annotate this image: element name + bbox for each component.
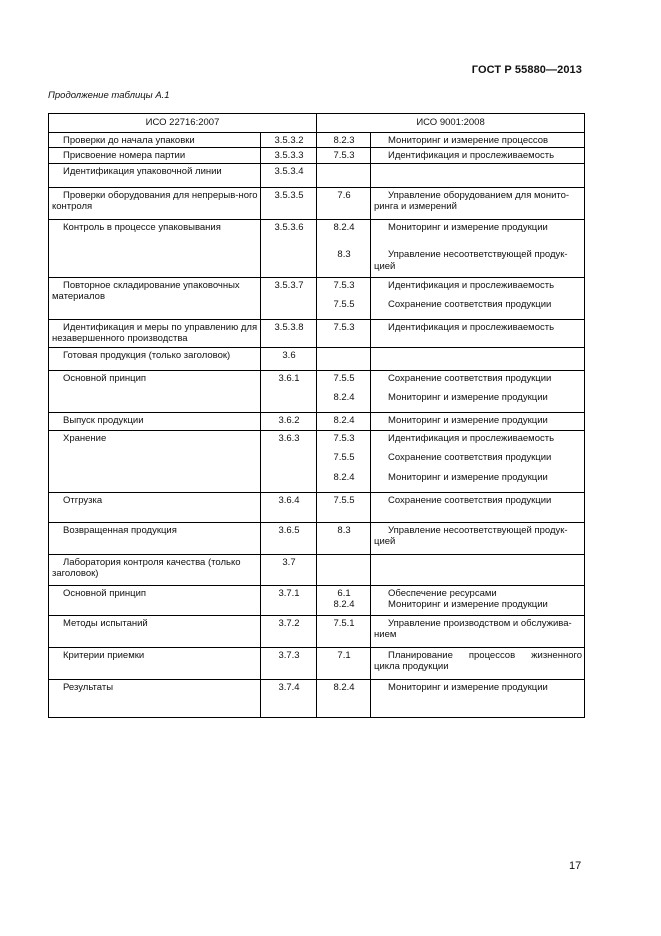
- cell-iso9001-desc: [371, 412, 585, 430]
- cell-iso22716-ref: 3.6.3: [261, 430, 317, 492]
- iso9001-ref: 8.3: [337, 249, 351, 260]
- cell-clause-name: [49, 492, 261, 522]
- cell-iso22716-ref: 3.5.3.4: [261, 163, 317, 187]
- iso9001-ref: 7.5.3: [333, 150, 355, 161]
- cell-iso22716-ref: 3.5.3.3: [261, 148, 317, 164]
- iso9001-ref: 8.2.4: [333, 221, 355, 233]
- cell-iso22716-ref: 3.7.3: [261, 647, 317, 679]
- iso9001-ref: 7.5.5: [333, 372, 355, 384]
- cell-iso22716-ref: 3.5.3.5: [261, 187, 317, 219]
- clause-name-text: Основной принцип: [63, 372, 147, 384]
- cell-iso9001-ref: [317, 347, 371, 370]
- cell-clause-name: [49, 187, 261, 219]
- clause-name-text: Выпуск продукции: [63, 414, 144, 426]
- iso9001-ref: 7.5.3: [333, 279, 355, 291]
- cell-iso9001-ref: [317, 679, 371, 717]
- cell-iso9001-ref: [317, 492, 371, 522]
- cell-iso9001-desc: [371, 277, 585, 319]
- cell-clause-name: [49, 522, 261, 554]
- page-number: 17: [569, 860, 582, 872]
- table-row: [49, 412, 585, 430]
- cell-iso9001-desc: [371, 163, 585, 187]
- cell-iso9001-desc: [371, 219, 585, 277]
- table-row: [49, 585, 585, 615]
- cell-iso22716-ref: 3.7.4: [261, 679, 317, 717]
- cell-iso9001-desc: [371, 585, 585, 615]
- cell-iso22716-ref: 3.6.1: [261, 370, 317, 412]
- iso9001-ref: 7.5.1: [333, 617, 355, 629]
- cell-iso22716-ref: 3.7.2: [261, 615, 317, 647]
- cell-iso9001-ref: [317, 522, 371, 554]
- cell-iso9001-desc: [371, 187, 585, 219]
- table-row: [49, 219, 585, 277]
- clause-name-text: Лаборатория контроля качества (только заголовок): [52, 556, 241, 579]
- iso9001-description: Мониторинг и измерение продукции: [388, 414, 548, 426]
- cell-iso22716-ref: 3.5.3.2: [261, 132, 317, 148]
- iso9001-description: Управление производством и обслужива-нием: [374, 617, 572, 640]
- iso9001-description: Идентификация и прослеживаемость: [388, 279, 555, 291]
- iso9001-description: Идентификация и прослеживаемость: [388, 432, 555, 444]
- iso9001-description: Сохранение соответствия продукции: [388, 452, 552, 463]
- table-row: [49, 554, 585, 585]
- iso9001-description: Планирование процессов жизненного цикла продукции: [374, 649, 583, 672]
- iso9001-description: Сохранение соответствия продукции: [388, 494, 552, 506]
- table-row: [49, 347, 585, 370]
- clause-name-text: Критерии приемки: [63, 649, 145, 661]
- header-iso9001: ИСО 9001:2008: [317, 114, 585, 133]
- iso9001-description: Управление несоответствующей продук-цией: [374, 524, 568, 547]
- table-row: [49, 430, 585, 492]
- table-row: [49, 492, 585, 522]
- table-row: [49, 277, 585, 319]
- document-header: ГОСТ Р 55880—2013: [471, 64, 582, 76]
- iso9001-ref: 7.5.3: [333, 321, 355, 333]
- cell-iso9001-ref: [317, 277, 371, 319]
- cell-iso22716-ref: 3.7.1: [261, 585, 317, 615]
- table-row: [49, 148, 585, 164]
- iso9001-ref: 8.2.4: [333, 414, 355, 426]
- iso9001-ref: 8.2.4: [333, 599, 355, 610]
- clause-name-text: Идентификация упаковочной линии: [63, 165, 222, 177]
- cell-iso9001-ref: [317, 554, 371, 585]
- table-row: [49, 163, 585, 187]
- iso9001-ref: 8.2.4: [333, 392, 355, 403]
- iso9001-ref: 7.5.5: [333, 494, 355, 506]
- clause-name-text: Готовая продукция (только заголовок): [63, 349, 231, 361]
- cell-iso9001-ref: [317, 187, 371, 219]
- cell-iso22716-ref: 3.5.3.7: [261, 277, 317, 319]
- clause-name-text: Основной принцип: [63, 587, 147, 599]
- table-row: [49, 679, 585, 717]
- cell-iso9001-desc: [371, 319, 585, 347]
- iso9001-description: Сохранение соответствия продукции: [388, 372, 552, 384]
- clause-name-text: Присвоение номера партии: [63, 150, 186, 161]
- clause-name-text: Проверки оборудования для непрерыв-ного контроля: [52, 189, 258, 212]
- clause-name-text: Хранение: [63, 432, 107, 444]
- cell-iso9001-ref: [317, 163, 371, 187]
- clause-name-text: Отгрузка: [63, 494, 103, 506]
- cell-iso9001-desc: [371, 430, 585, 492]
- cell-clause-name: [49, 319, 261, 347]
- iso9001-ref: 8.2.4: [333, 471, 355, 483]
- cell-clause-name: [49, 148, 261, 164]
- clause-name-text: Проверки до начала упаковки: [63, 134, 195, 146]
- cell-clause-name: [49, 370, 261, 412]
- iso9001-ref: 8.2.4: [333, 681, 355, 693]
- iso9001-ref: 7.1: [337, 649, 351, 661]
- cell-iso9001-ref: [317, 647, 371, 679]
- clause-name-text: Контроль в процессе упаковывания: [63, 221, 221, 233]
- cell-iso9001-desc: [371, 522, 585, 554]
- cell-iso9001-ref: [317, 412, 371, 430]
- iso9001-ref: 7.5.5: [333, 452, 355, 463]
- iso9001-description: Мониторинг и измерение продукции: [388, 681, 548, 693]
- cell-iso9001-ref: [317, 132, 371, 148]
- iso9001-description: Мониторинг и измерение продукции: [388, 471, 548, 483]
- iso9001-description: Управление несоответствующей продук-цией: [374, 249, 568, 272]
- iso9001-description: Мониторинг и измерение процессов: [388, 134, 549, 146]
- table-row: [49, 370, 585, 412]
- clause-name-text: Идентификация и меры по управлению для незавершенного производства: [52, 321, 258, 344]
- table-row: [49, 187, 585, 219]
- cell-iso9001-ref: [317, 615, 371, 647]
- iso9001-description: Идентификация и прослеживаемость: [388, 321, 555, 333]
- cell-iso22716-ref: 3.6.2: [261, 412, 317, 430]
- iso9001-description: Мониторинг и измерение продукции: [388, 392, 548, 403]
- cell-iso9001-ref: [317, 319, 371, 347]
- correspondence-table: [48, 113, 585, 718]
- table-row: [49, 132, 585, 148]
- cell-iso9001-desc: [371, 492, 585, 522]
- cell-iso9001-desc: [371, 347, 585, 370]
- cell-iso9001-desc: [371, 647, 585, 679]
- table-row: [49, 615, 585, 647]
- table-row: [49, 319, 585, 347]
- table-row: [49, 647, 585, 679]
- table-row: [49, 522, 585, 554]
- cell-clause-name: [49, 412, 261, 430]
- cell-iso9001-desc: [371, 132, 585, 148]
- iso9001-ref: 8.2.3: [333, 134, 355, 146]
- cell-iso22716-ref: 3.5.3.8: [261, 319, 317, 347]
- clause-name-text: Повторное складирование упаковочных материалов: [52, 279, 240, 302]
- table-caption: Продолжение таблицы А.1: [48, 90, 170, 101]
- clause-name-text: Возвращенная продукция: [63, 524, 177, 536]
- cell-iso22716-ref: 3.5.3.6: [261, 219, 317, 277]
- cell-clause-name: [49, 132, 261, 148]
- cell-iso22716-ref: 3.6: [261, 347, 317, 370]
- cell-clause-name: [49, 615, 261, 647]
- cell-clause-name: [49, 163, 261, 187]
- iso9001-ref: 7.5.3: [333, 432, 355, 444]
- table-header-row: [49, 114, 585, 133]
- cell-clause-name: [49, 585, 261, 615]
- cell-clause-name: [49, 679, 261, 717]
- cell-clause-name: [49, 430, 261, 492]
- header-iso22716: ИСО 22716:2007: [49, 114, 317, 133]
- iso9001-ref: 7.6: [337, 189, 351, 201]
- iso9001-description: Обеспечение ресурсами: [388, 587, 497, 599]
- iso9001-description: Управление оборудованием для монито-ринга и измерений: [374, 189, 570, 212]
- cell-clause-name: [49, 554, 261, 585]
- iso9001-ref: 7.5.5: [333, 299, 355, 310]
- clause-name-text: Методы испытаний: [63, 617, 148, 629]
- iso9001-ref: 8.3: [337, 524, 351, 536]
- cell-iso9001-ref: [317, 430, 371, 492]
- cell-iso9001-ref: [317, 585, 371, 615]
- iso9001-description: Сохранение соответствия продукции: [388, 299, 552, 310]
- cell-iso22716-ref: 3.6.4: [261, 492, 317, 522]
- cell-iso22716-ref: 3.6.5: [261, 522, 317, 554]
- cell-clause-name: [49, 347, 261, 370]
- iso9001-description: Мониторинг и измерение продукции: [388, 221, 548, 233]
- iso9001-description: Идентификация и прослеживаемость: [388, 150, 555, 161]
- cell-iso9001-desc: [371, 679, 585, 717]
- cell-iso22716-ref: 3.7: [261, 554, 317, 585]
- cell-iso9001-desc: [371, 554, 585, 585]
- cell-clause-name: [49, 647, 261, 679]
- cell-clause-name: [49, 219, 261, 277]
- iso9001-ref: 6.1: [337, 587, 351, 599]
- cell-clause-name: [49, 277, 261, 319]
- cell-iso9001-desc: [371, 615, 585, 647]
- cell-iso9001-desc: [371, 148, 585, 164]
- clause-name-text: Результаты: [63, 681, 114, 693]
- cell-iso9001-desc: [371, 370, 585, 412]
- cell-iso9001-ref: [317, 148, 371, 164]
- iso9001-description: Мониторинг и измерение продукции: [388, 599, 548, 610]
- cell-iso9001-ref: [317, 370, 371, 412]
- cell-iso9001-ref: [317, 219, 371, 277]
